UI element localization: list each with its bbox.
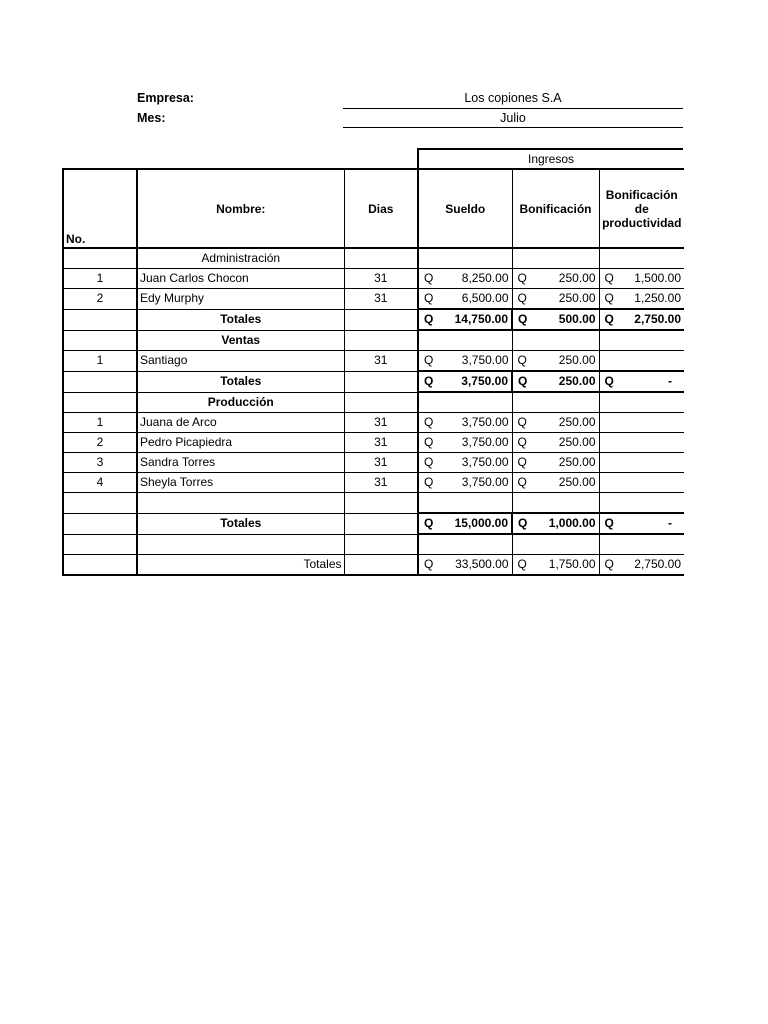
grand-total-label: Totales xyxy=(137,555,344,576)
cell-sueldo: Q 3,750.00 xyxy=(418,351,512,372)
cell-sueldo: Q 3,750.00 xyxy=(418,473,512,493)
cell-sueldo: Q 6,500.00 xyxy=(418,289,512,310)
empresa-underline xyxy=(343,108,683,109)
grand-total-bonif-prod: Q 2,750.00 xyxy=(599,555,684,576)
col-header-nombre: Nombre: xyxy=(137,169,344,248)
total-bonificacion: Q 250.00 xyxy=(512,371,599,392)
col-header-sueldo: Sueldo xyxy=(418,169,512,248)
cell-bonif-prod xyxy=(599,413,684,433)
total-sueldo: Q 15,000.00 xyxy=(418,513,512,534)
mes-underline xyxy=(343,127,683,128)
cell-no: 2 xyxy=(63,289,137,310)
payroll-table xyxy=(62,168,684,576)
total-bonif-prod: Q - xyxy=(599,371,684,392)
totals-label: Totales xyxy=(137,309,344,330)
section-title: Producción xyxy=(137,392,344,413)
table-row xyxy=(63,269,684,289)
grand-total-bonificacion: Q 1,750.00 xyxy=(512,555,599,576)
total-bonificacion: Q 1,000.00 xyxy=(512,513,599,534)
cell-bonificacion: Q 250.00 xyxy=(512,289,599,310)
section-row-ventas xyxy=(63,330,684,351)
section-row-administracion xyxy=(63,248,684,269)
cell-sueldo: Q 3,750.00 xyxy=(418,413,512,433)
col-header-bonif-productividad: Bonificación de productividad xyxy=(599,169,684,248)
empty-row xyxy=(63,493,684,514)
table-row xyxy=(63,351,684,372)
totals-row-produccion xyxy=(63,513,684,534)
cell-dias: 31 xyxy=(344,413,418,433)
cell-bonif-prod xyxy=(599,351,684,372)
cell-dias: 31 xyxy=(344,433,418,453)
cell-dias: 31 xyxy=(344,453,418,473)
cell-dias: 31 xyxy=(344,269,418,289)
grand-total-row xyxy=(63,555,684,576)
cell-sueldo: Q 8,250.00 xyxy=(418,269,512,289)
cell-bonificacion: Q 250.00 xyxy=(512,413,599,433)
mes-label: Mes: xyxy=(137,111,166,125)
cell-bonificacion: Q 250.00 xyxy=(512,453,599,473)
cell-nombre: Sandra Torres xyxy=(137,453,344,473)
empresa-value: Los copiones S.A xyxy=(464,91,562,105)
empresa-label: Empresa: xyxy=(137,91,194,105)
cell-nombre: Juan Carlos Chocon xyxy=(137,269,344,289)
total-sueldo: Q 3,750.00 xyxy=(418,371,512,392)
totals-row-ventas xyxy=(63,371,684,392)
col-header-dias: Dias xyxy=(344,169,418,248)
cell-nombre: Sheyla Torres xyxy=(137,473,344,493)
grand-total-sueldo: Q 33,500.00 xyxy=(418,555,512,576)
col-header-no: No. xyxy=(63,169,137,248)
cell-bonificacion: Q 250.00 xyxy=(512,351,599,372)
section-title: Ventas xyxy=(137,330,344,351)
cell-bonif-prod xyxy=(599,473,684,493)
ingresos-group-header: Ingresos xyxy=(417,148,683,168)
col-header-bonificacion: Bonificación xyxy=(512,169,599,248)
table-row xyxy=(63,413,684,433)
total-bonif-prod: Q - xyxy=(599,513,684,534)
section-row-produccion xyxy=(63,392,684,413)
cell-no: 3 xyxy=(63,453,137,473)
cell-nombre: Pedro Picapiedra xyxy=(137,433,344,453)
cell-bonificacion: Q 250.00 xyxy=(512,433,599,453)
table-row xyxy=(63,433,684,453)
cell-dias: 31 xyxy=(344,473,418,493)
empty-row xyxy=(63,534,684,555)
cell-bonif-prod xyxy=(599,433,684,453)
table-row xyxy=(63,473,684,493)
cell-dias: 31 xyxy=(344,351,418,372)
totals-label: Totales xyxy=(137,513,344,534)
cell-no: 2 xyxy=(63,433,137,453)
total-sueldo: Q 14,750.00 xyxy=(418,309,512,330)
cell-no: 1 xyxy=(63,269,137,289)
cell-bonif-prod: Q 1,250.00 xyxy=(599,289,684,310)
cell-no: 1 xyxy=(63,413,137,433)
cell-nombre: Juana de Arco xyxy=(137,413,344,433)
cell-sueldo: Q 3,750.00 xyxy=(418,433,512,453)
cell-bonificacion: Q 250.00 xyxy=(512,269,599,289)
cell-no: 4 xyxy=(63,473,137,493)
table-row xyxy=(63,453,684,473)
column-header-row xyxy=(63,169,684,248)
cell-nombre: Edy Murphy xyxy=(137,289,344,310)
totals-row-administracion xyxy=(63,309,684,330)
cell-bonificacion: Q 250.00 xyxy=(512,473,599,493)
cell-sueldo: Q 3,750.00 xyxy=(418,453,512,473)
cell-nombre: Santiago xyxy=(137,351,344,372)
section-title: Administración xyxy=(137,248,344,269)
cell-bonif-prod xyxy=(599,453,684,473)
cell-bonif-prod: Q 1,500.00 xyxy=(599,269,684,289)
total-bonificacion: Q 500.00 xyxy=(512,309,599,330)
table-row xyxy=(63,289,684,310)
cell-no: 1 xyxy=(63,351,137,372)
cell-dias: 31 xyxy=(344,289,418,310)
mes-value: Julio xyxy=(500,111,526,125)
totals-label: Totales xyxy=(137,371,344,392)
total-bonif-prod: Q 2,750.00 xyxy=(599,309,684,330)
